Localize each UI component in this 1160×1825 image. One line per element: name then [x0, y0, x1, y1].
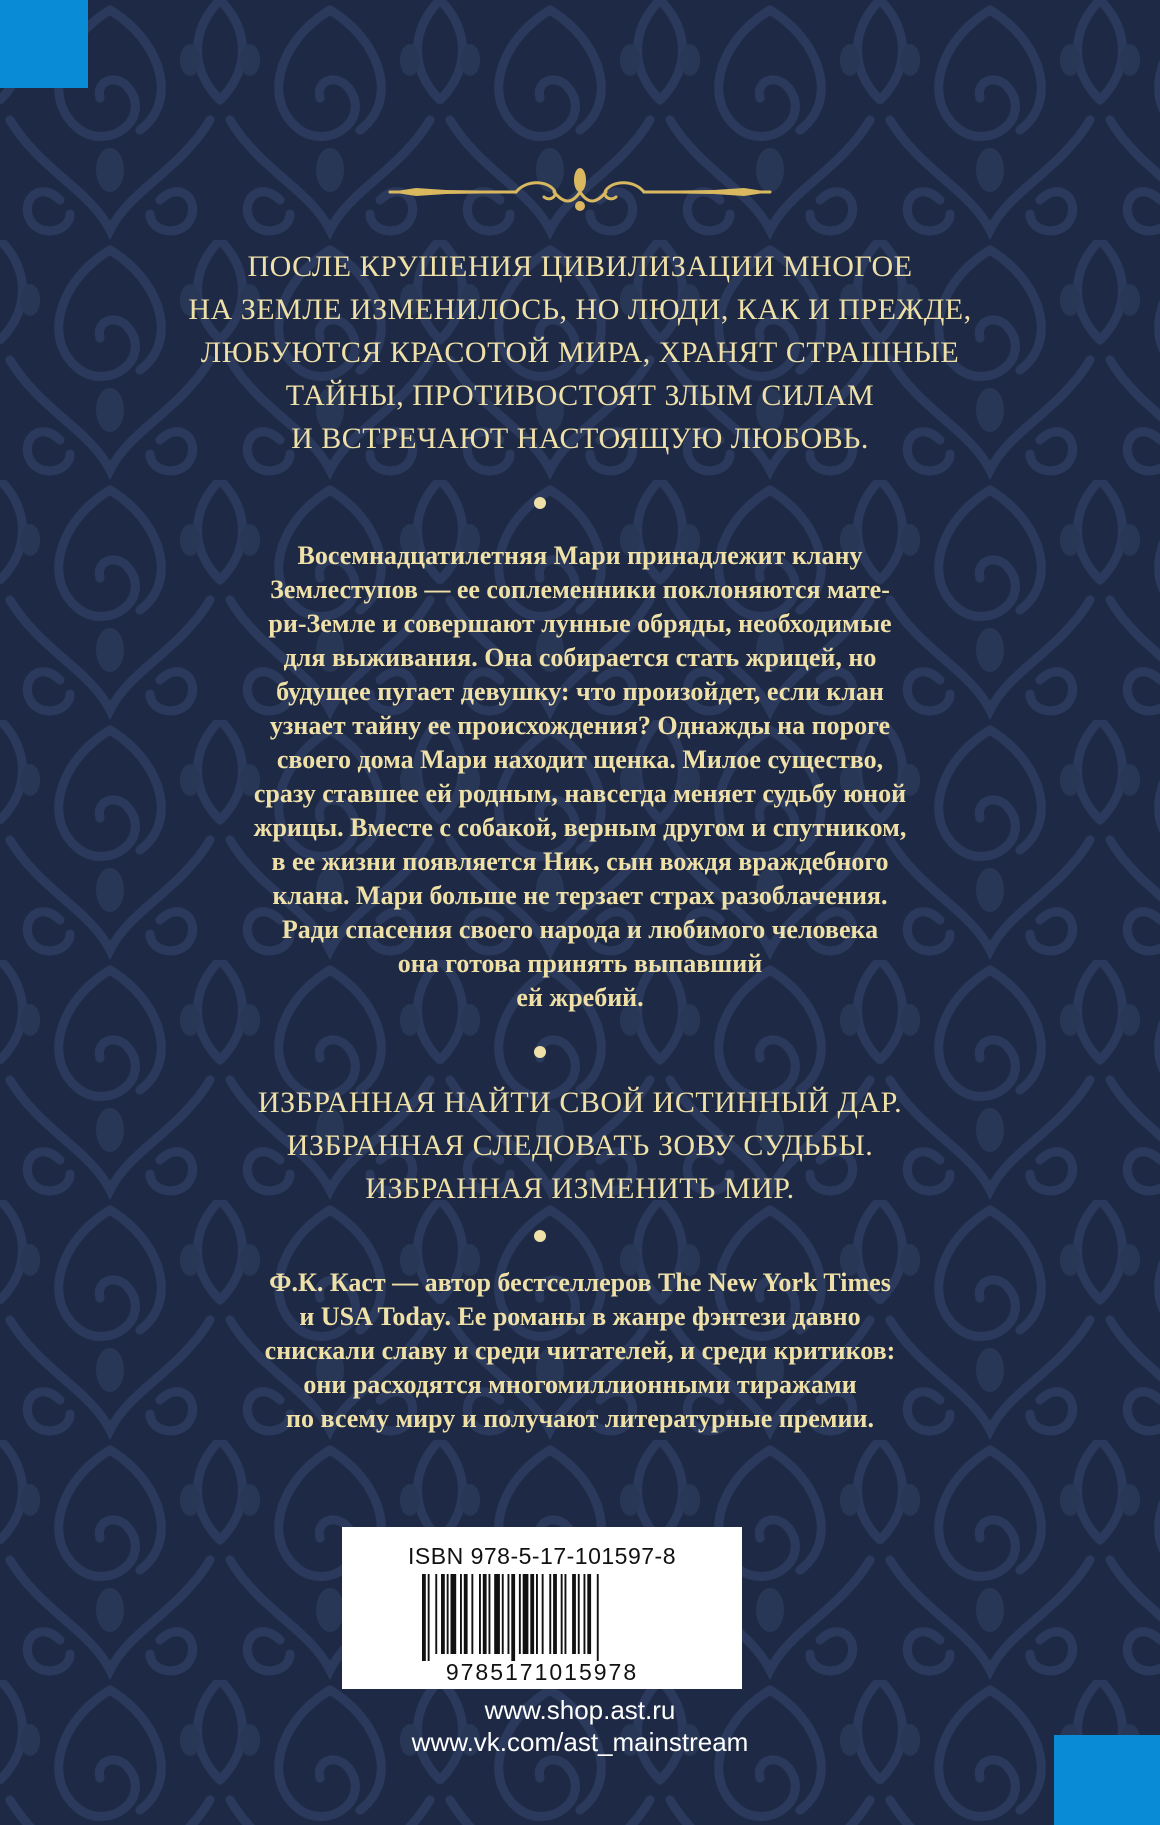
- author-bio-line: снискали славу и среди читателей, и среди критиков:: [264, 1336, 896, 1365]
- author-bio-line: и USA Today. Ее романы в жанре фэнтези давно: [299, 1302, 861, 1331]
- synopsis-line: своего дома Мари находит щенка. Милое существо,: [276, 745, 884, 774]
- author-bio-line: по всему миру и получают литературные премии.: [286, 1404, 874, 1433]
- synopsis-line: Землеступов — ее соплеменники поклоняются мате-: [270, 575, 890, 604]
- bullet-separator-icon: [534, 1046, 546, 1058]
- chosen-line: ИЗБРАННАЯ ИЗМЕНИТЬ МИР.: [365, 1172, 795, 1205]
- chosen-block: [100, 1081, 1060, 1210]
- synopsis-line: для выживания. Она собирается стать жрицей, но: [283, 643, 877, 672]
- isbn-barcode-panel: [342, 1527, 742, 1689]
- barcode-icon: [422, 1574, 662, 1661]
- synopsis-line: будущее пугает девушку: что произойдет, если клан: [276, 677, 884, 706]
- tagline-line: ПОСЛЕ КРУШЕНИЯ ЦИВИЛИЗАЦИИ МНОГОЕ: [247, 250, 913, 283]
- tagline-line: ЛЮБУЮТСЯ КРАСОТОЙ МИРА, ХРАНЯТ СТРАШНЫЕ: [200, 336, 960, 369]
- synopsis-line: жрицы. Вместе с собакой, верным другом и спутником,: [253, 813, 907, 842]
- synopsis-line: ей жребий.: [516, 983, 644, 1012]
- tagline-line: ТАЙНЫ, ПРОТИВОСТОЯТ ЗЛЫМ СИЛАМ: [285, 379, 875, 412]
- synopsis-line: сразу ставшее ей родным, навсегда меняет судьбу юной: [253, 779, 907, 808]
- vk-link[interactable]: www.vk.com/ast_mainstream: [411, 1727, 749, 1757]
- synopsis-line: Восемнадцатилетняя Мари принадлежит клану: [297, 541, 863, 570]
- author-bio-line: они расходятся многомиллионными тиражами: [303, 1370, 857, 1399]
- ean-digits: 9785171015978: [445, 1659, 639, 1685]
- tagline-block: [100, 245, 1060, 460]
- synopsis-line: клана. Мари больше не терзает страх разоблачения.: [272, 881, 888, 910]
- synopsis-block: [100, 539, 1060, 1015]
- synopsis-line: ри-Земле и совершают лунные обряды, необходимые: [268, 609, 892, 638]
- synopsis-line: Ради спасения своего народа и любимого человека: [281, 915, 879, 944]
- author-bio-line: Ф.К. Каст — автор бестселлеров The New York Times: [269, 1268, 891, 1297]
- isbn-number: ISBN 978-5-17-101597-8: [408, 1543, 676, 1569]
- chosen-line: ИЗБРАННАЯ СЛЕДОВАТЬ ЗОВУ СУДЬБЫ.: [286, 1129, 874, 1162]
- bullet-separator-icon: [534, 497, 546, 509]
- synopsis-line: узнает тайну ее происхождения? Однажды на пороге: [269, 711, 891, 740]
- bullet-separator-icon: [534, 1230, 546, 1242]
- tagline-line: И ВСТРЕЧАЮТ НАСТОЯЩУЮ ЛЮБОВЬ.: [291, 422, 869, 455]
- publisher-links: [180, 1694, 980, 1758]
- chosen-line: ИЗБРАННАЯ НАЙТИ СВОЙ ИСТИННЫЙ ДАР.: [257, 1086, 903, 1119]
- author-bio-block: [100, 1266, 1060, 1436]
- synopsis-line: она готова принять выпавший: [397, 949, 763, 978]
- shop-link[interactable]: www.shop.ast.ru: [484, 1695, 676, 1725]
- synopsis-line: в ее жизни появляется Ник, сын вождя враждебного: [271, 847, 889, 876]
- gold-ornament-divider-icon: [386, 162, 774, 218]
- tagline-line: НА ЗЕМЛЕ ИЗМЕНИЛОСЬ, НО ЛЮДИ, КАК И ПРЕЖДЕ,: [188, 293, 972, 326]
